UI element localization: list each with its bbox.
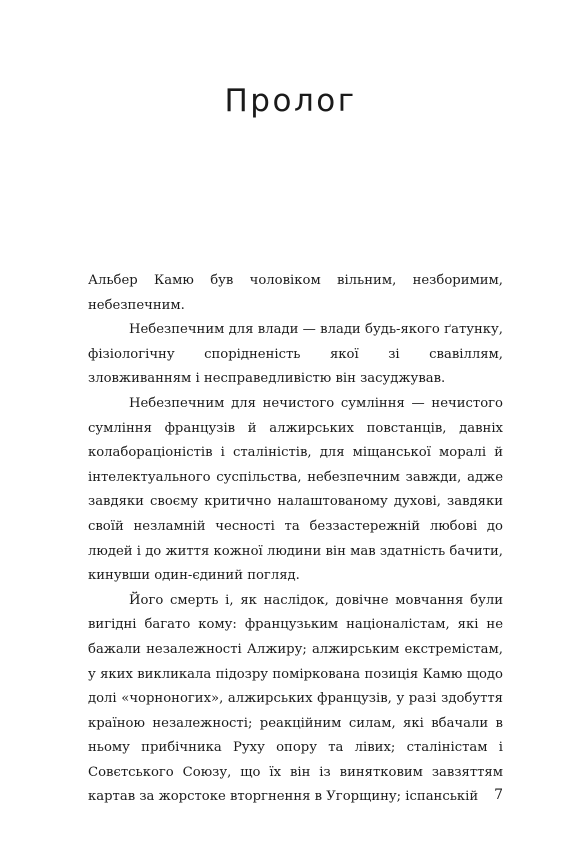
paragraph-3: Небезпечним для нечистого сумління — нечистого сумління французів й алжирських повстанців, давніх колабораціоністів і сталіністів, для міщанської моралі й інтелектуального суспільства, небезпечним завжди, адже завдяки своєму критично налаштованому духові, завдяки своїй незламній чесності та беззастережній любові до людей і до життя кожної людини він мав здатність бачити, кинувши один-єдиний погляд. [88, 395, 503, 584]
body-text [88, 269, 503, 810]
paragraph-2: Небезпечним для влади — влади будь-якого ґатунку, фізіологічну спорідненість якої зі свавіллям, зловживанням і несправедливістю він засуджував. [88, 322, 503, 387]
page-number: 7 [494, 787, 503, 803]
paragraph-4: Його смерть і, як наслідок, довічне мовчання були вигідні багато кому: французьким націоналістам, які не бажали незалежності Алжиру; алжирським екстремістам, у яких викликала підозру поміркована позиція Камю щодо долі «чорноногих», алжирських французів, у разі здобуття країною незалежності; реакційним силам, які вбачали в ньому прибічника Руху опору та лівих; сталіністам і Совєтського Союзу, що їх він із винятковим завзяттям картав за жорстоке вторгнення в Угорщину; іспанській [88, 592, 503, 805]
paragraph-1: Альбер Камю був чоловіком вільним, незборимим, небезпечним. [88, 273, 503, 313]
chapter-title: Пролог [224, 82, 357, 119]
